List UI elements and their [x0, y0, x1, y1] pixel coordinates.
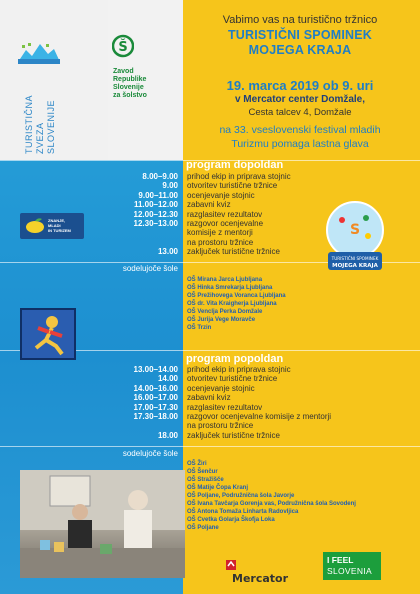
morning-item: komisije z mentorji: [187, 228, 253, 238]
school-item: OŠ Poljane: [187, 525, 219, 531]
morning-time: 12.30–13.00: [133, 218, 178, 228]
morning-item: zabavni kviz: [187, 200, 231, 210]
morning-schools: [187, 276, 286, 332]
school-item: OŠ Hinka Smrekarja Ljubljana: [187, 285, 273, 291]
morning-time: 9.00: [162, 181, 178, 191]
festival-line2: Turizmu pomaga lastna glava: [231, 138, 369, 150]
afternoon-time: 16.00–17.00: [133, 393, 178, 403]
morning-times: [100, 172, 178, 257]
afternoon-time: 14.00–16.00: [133, 383, 178, 393]
mercator-logo: [224, 558, 294, 588]
mercator-text: Mercator: [232, 572, 289, 585]
afternoon-item: prihod ekip in priprava stojnic: [187, 365, 291, 374]
afternoon-times: [100, 365, 178, 440]
badge-line3: IN TURIZEM: [48, 228, 71, 233]
morning-time: [100, 238, 178, 247]
morning-time: 11.00–12.00: [133, 200, 178, 210]
afternoon-time: [100, 421, 178, 430]
running-kid-illustration: [20, 308, 76, 360]
school-item: OŠ Žiri: [187, 461, 207, 467]
morning-time: [100, 228, 178, 237]
afternoon-item: razgovor ocenjevalne komisije z mentorji: [187, 411, 332, 421]
zavod-line2: Republike: [113, 76, 147, 83]
afternoon-item: zabavni kviz: [187, 393, 231, 403]
mercator-icon: [224, 558, 294, 588]
tzs-line2: ZVEZA: [35, 122, 45, 154]
morning-item: ocenjevanje stojnic: [187, 190, 255, 200]
festival-line1: na 33. vseslovenski festival mladih: [219, 124, 381, 136]
afternoon-item: otvoritev turistične tržnice: [187, 374, 278, 384]
school-item: OŠ dr. Vita Kraigherja Ljubljana: [187, 301, 277, 307]
znanje-badge: [20, 213, 84, 239]
afternoon-schools-label: sodelujoče šole: [122, 449, 178, 458]
zavod-text: [113, 68, 147, 100]
afternoon-time: 14.00: [157, 374, 178, 384]
tzs-logo-icon: [16, 40, 62, 66]
globe-line1: TURISTIČNI SPOMINEK: [331, 256, 379, 261]
afternoon-schools: [187, 460, 356, 532]
afternoon-item: zaključek turistične tržnice: [187, 430, 280, 440]
divider-afternoon-schools: [0, 446, 420, 447]
zavod-line1: Zavod: [113, 68, 134, 75]
running-kid-icon: [22, 310, 74, 358]
photo-icon: [20, 470, 185, 578]
ifeel-line1: I FEEL: [327, 555, 354, 565]
school-item: OŠ Venclja Perka Domžale: [187, 309, 263, 315]
zavod-line4: za šolstvo: [113, 92, 147, 99]
afternoon-items: [187, 365, 331, 440]
globe-line2: MOJEGA KRAJA: [332, 263, 378, 269]
invite-line: Vabimo vas na turistično tržnico: [222, 14, 378, 26]
title-line2: MOJEGA KRAJA: [248, 43, 352, 57]
tzs-line3: SLOVENIJE: [46, 99, 56, 154]
event-address: Cesta talcev 4, Domžale: [248, 107, 352, 118]
zavod-line3: Slovenije: [113, 84, 144, 91]
morning-item: prihod ekip in priprava stojnic: [187, 172, 291, 181]
school-item: OŠ Prežihovega Voranca Ljubljana: [187, 293, 286, 299]
badge-line2: MLADI: [48, 223, 61, 228]
lemon-icon: [24, 217, 46, 235]
snow-globe-illustration: [320, 198, 390, 274]
morning-items: [187, 172, 291, 257]
morning-time: 9.00–11.00: [138, 190, 178, 200]
school-item: OŠ Antona Tomaža Linharta Radovljica: [187, 509, 299, 515]
afternoon-time: 18.00: [157, 430, 178, 440]
stall-photo: [20, 470, 185, 578]
event-venue: v Mercator center Domžale,: [234, 94, 366, 105]
afternoon-time: 13.00–14.00: [133, 365, 178, 374]
ifeel-slovenia-logo: [323, 552, 381, 580]
school-item: OŠ Mirana Jarca Ljubljana: [187, 277, 263, 283]
afternoon-item: ocenjevanje stojnic: [187, 383, 255, 393]
badge-line1: ZNANJE,: [48, 218, 66, 223]
afternoon-item: na prostoru tržnice: [187, 421, 254, 431]
morning-item: razglasitev rezultatov: [187, 209, 263, 219]
school-item: OŠ Jurija Vege Moravče: [187, 317, 256, 323]
afternoon-time: 17.30–18.00: [133, 411, 178, 421]
event-date: 19. marca 2019 ob 9. uri: [226, 78, 374, 93]
morning-time: 12.00–12.30: [133, 209, 178, 219]
svg-text:S: S: [349, 222, 361, 238]
afternoon-item: razglasitev rezultatov: [187, 402, 263, 412]
morning-title: program dopoldan: [186, 159, 284, 171]
tzs-name: [24, 74, 64, 154]
morning-item: zaključek turistične tržnice: [187, 247, 280, 257]
tzs-line1: TURISTIČNA: [24, 95, 34, 154]
school-item: OŠ Cvetka Golarja Škofja Loka: [187, 517, 275, 523]
school-item: OŠ Matije Čopa Kranj: [187, 485, 249, 491]
morning-item: otvoritev turistične tržnice: [187, 181, 278, 191]
morning-time: 13.00: [157, 247, 178, 257]
svg-text:Š: Š: [118, 40, 128, 55]
title-line1: TURISTIČNI SPOMINEK: [227, 28, 373, 42]
morning-item: na prostoru tržnice: [187, 237, 254, 247]
school-item: OŠ Poljane, Podružnična šola Javorje: [187, 493, 295, 499]
school-item: OŠ Stražišče: [187, 477, 224, 483]
morning-schools-label: sodelujoče šole: [122, 264, 178, 273]
zavod-logo-icon: [112, 32, 134, 60]
morning-item: razgovor ocenjevalne: [187, 218, 264, 228]
morning-time: 8.00–9.00: [142, 172, 178, 181]
ifeel-line2: SLOVENIA: [327, 566, 372, 576]
afternoon-time: 17.00–17.30: [133, 402, 178, 412]
school-item: OŠ Šenčur: [187, 469, 218, 475]
afternoon-title: program popoldan: [186, 353, 284, 365]
school-item: OŠ Trzin: [187, 325, 212, 331]
school-item: OŠ Ivana Tavčarja Gorenja vas, Podružnična šola Sovodenj: [187, 501, 356, 507]
badge-text: [48, 218, 71, 233]
